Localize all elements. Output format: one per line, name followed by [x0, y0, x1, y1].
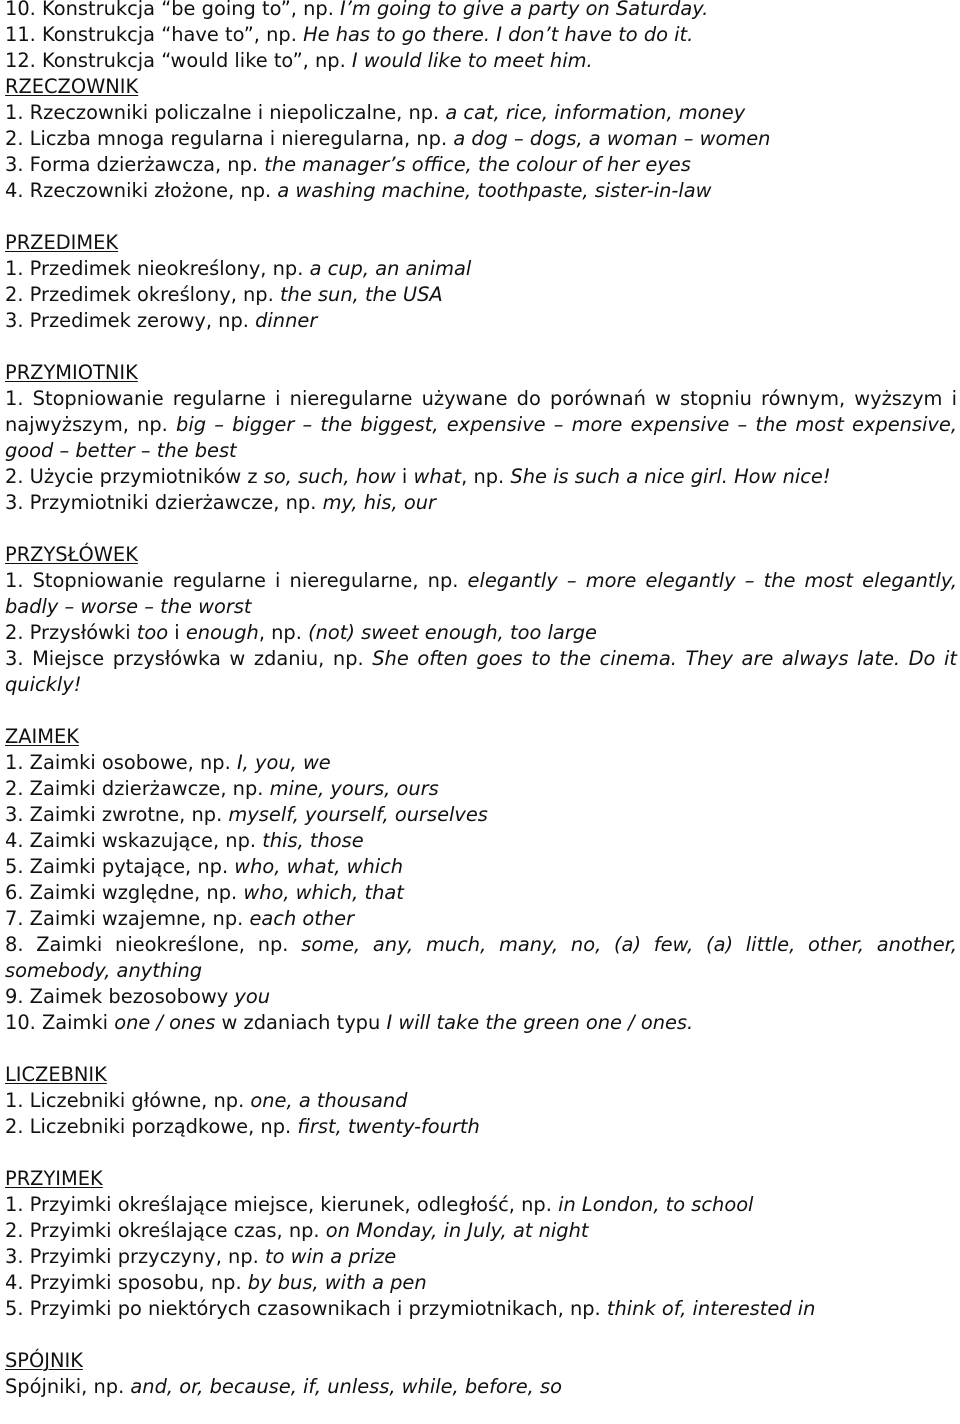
- description-text: , np.: [258, 621, 309, 644]
- list-item: [5, 646, 957, 698]
- example-text: each other: [249, 907, 355, 930]
- description-text: 5. Zaimki pytające, np.: [5, 855, 235, 878]
- example-text: I would like to meet him.: [351, 49, 593, 72]
- description-text: 1. Liczebniki główne, np.: [5, 1089, 251, 1112]
- example-text: big – bigger – the biggest, expensive – more expensive – the most expensive, good – better – the best: [5, 413, 957, 462]
- intro-item: [5, 48, 957, 74]
- description-text: 3. Przyimki przyczyny, np.: [5, 1245, 265, 1268]
- section-heading: PRZYMIOTNIK: [5, 361, 138, 384]
- section-rzeczownik: [5, 74, 957, 204]
- example-text: this, those: [262, 829, 364, 852]
- example-text: a washing machine, toothpaste, sister-in-law: [277, 179, 712, 202]
- example-text: one, a thousand: [250, 1089, 408, 1112]
- example-text: She is such a nice girl. How nice!: [510, 465, 831, 488]
- list-item: [5, 178, 957, 204]
- example-text: elegantly – more elegantly – the most elegantly, badly – worse – the worst: [5, 569, 957, 618]
- intro-list: [5, 0, 957, 74]
- example-text: you: [234, 985, 270, 1008]
- example-text: enough: [185, 621, 259, 644]
- example-text: on Monday, in July, at night: [325, 1219, 589, 1242]
- list-item: [5, 880, 957, 906]
- list-item: [5, 802, 957, 828]
- section-heading: ZAIMEK: [5, 725, 79, 748]
- description-text: 1. Rzeczowniki policzalne i niepoliczalne, np.: [5, 101, 446, 124]
- description-text: 4. Przyimki sposobu, np.: [5, 1271, 248, 1294]
- example-text: dinner: [255, 309, 318, 332]
- list-item: [5, 1192, 957, 1218]
- section-przedimek: [5, 204, 957, 334]
- description-text: 1. Stopniowanie regularne i nieregularne, np.: [5, 569, 468, 592]
- description-text: Spójniki, np.: [5, 1375, 131, 1398]
- list-item: [5, 828, 957, 854]
- section-przymiotnik: [5, 334, 957, 516]
- section-heading: PRZEDIMEK: [5, 231, 119, 254]
- example-text: some, any, much, many, no, (a) few, (a) little, other, another, somebody, anything: [5, 933, 957, 982]
- list-item: [5, 620, 957, 646]
- list-item: [5, 256, 957, 282]
- description-text: 2. Liczebniki porządkowe, np.: [5, 1115, 298, 1138]
- description-text: 9. Zaimek bezosobowy: [5, 985, 235, 1008]
- description-text: 1. Przyimki określające miejsce, kierunek, odległość, np.: [5, 1193, 559, 1216]
- document-page: [5, 0, 957, 1400]
- list-item: [5, 1088, 957, 1114]
- list-item: [5, 568, 957, 620]
- description-text: 1. Przedimek nieokreślony, np.: [5, 257, 310, 280]
- list-item: [5, 308, 957, 334]
- description-text: 2. Zaimki dzierżawcze, np.: [5, 777, 270, 800]
- description-text: 4. Rzeczowniki złożone, np.: [5, 179, 278, 202]
- description-text: 2. Przedimek określony, np.: [5, 283, 280, 306]
- description-text: 3. Forma dzierżawcza, np.: [5, 153, 265, 176]
- list-item: [5, 906, 957, 932]
- section-przyimek: [5, 1140, 957, 1322]
- section-spacer: [5, 516, 957, 542]
- description-text: 7. Zaimki wzajemne, np.: [5, 907, 250, 930]
- description-text: 8. Zaimki nieokreślone, np.: [5, 933, 302, 956]
- list-item: [5, 490, 957, 516]
- example-text: (not) sweet enough, too large: [308, 621, 597, 644]
- example-text: think of, interested in: [606, 1297, 816, 1320]
- section-heading: RZECZOWNIK: [5, 75, 139, 98]
- section-spacer: [5, 334, 957, 360]
- description-text: i: [168, 621, 186, 644]
- section-spacer: [5, 1322, 957, 1348]
- list-item: [5, 1374, 957, 1400]
- example-text: She often goes to the cinema. They are always late. Do it quickly!: [5, 647, 957, 696]
- description-text: 3. Zaimki zwrotne, np.: [5, 803, 229, 826]
- example-text: I will take the green one / ones.: [386, 1011, 694, 1034]
- description-text: 2. Użycie przymiotników z: [5, 465, 264, 488]
- list-item: [5, 1114, 957, 1140]
- description-text: 10. Konstrukcja “be going to”, np.: [5, 0, 341, 20]
- section-heading: SPÓJNIK: [5, 1349, 83, 1372]
- section-spacer: [5, 204, 957, 230]
- example-text: what: [413, 465, 462, 488]
- example-text: the manager’s office, the colour of her eyes: [264, 153, 691, 176]
- description-text: i: [395, 465, 414, 488]
- list-item: [5, 1218, 957, 1244]
- list-item: [5, 282, 957, 308]
- example-text: myself, yourself, ourselves: [228, 803, 488, 826]
- section-spacer: [5, 1036, 957, 1062]
- example-text: I, you, we: [236, 751, 331, 774]
- example-text: He has to go there. I don’t have to do it.: [303, 23, 694, 46]
- example-text: who, what, which: [234, 855, 404, 878]
- description-text: 3. Przedimek zerowy, np.: [5, 309, 256, 332]
- section-spacer: [5, 1140, 957, 1166]
- example-text: and, or, because, if, unless, while, before, so: [130, 1375, 562, 1398]
- list-item: [5, 1010, 957, 1036]
- sections-container: [5, 74, 957, 1400]
- description-text: w zdaniach typu: [215, 1011, 387, 1034]
- description-text: 3. Miejsce przysłówka w zdaniu, np.: [5, 647, 373, 670]
- example-text: a cat, rice, information, money: [445, 101, 746, 124]
- description-text: 1. Stopniowanie regularne i nieregularne używane do porównań w stopniu równym, wyższym i najwyższym, np.: [5, 387, 957, 436]
- section-liczebnik: [5, 1036, 957, 1140]
- list-item: [5, 932, 957, 984]
- example-text: by bus, with a pen: [247, 1271, 427, 1294]
- description-text: 2. Przysłówki: [5, 621, 137, 644]
- description-text: 1. Zaimki osobowe, np.: [5, 751, 237, 774]
- section-heading: LICZEBNIK: [5, 1063, 107, 1086]
- example-text: a dog – dogs, a woman – women: [453, 127, 771, 150]
- example-text: a cup, an animal: [309, 257, 472, 280]
- description-text: 10. Zaimki: [5, 1011, 115, 1034]
- example-text: first, twenty-fourth: [297, 1115, 480, 1138]
- example-text: so, such, how: [263, 465, 396, 488]
- example-text: one / ones: [114, 1011, 216, 1034]
- list-item: [5, 464, 957, 490]
- list-item: [5, 984, 957, 1010]
- description-text: 11. Konstrukcja “have to”, np.: [5, 23, 304, 46]
- example-text: in London, to school: [558, 1193, 754, 1216]
- list-item: [5, 1244, 957, 1270]
- description-text: , np.: [461, 465, 511, 488]
- example-text: mine, yours, ours: [269, 777, 439, 800]
- example-text: my, his, our: [322, 491, 436, 514]
- description-text: 4. Zaimki wskazujące, np.: [5, 829, 263, 852]
- list-item: [5, 152, 957, 178]
- section-spacer: [5, 698, 957, 724]
- list-item: [5, 100, 957, 126]
- description-text: 5. Przyimki po niektórych czasownikach i przymiotnikach, np.: [5, 1297, 607, 1320]
- example-text: too: [136, 621, 169, 644]
- example-text: the sun, the USA: [279, 283, 443, 306]
- list-item: [5, 776, 957, 802]
- description-text: 3. Przymiotniki dzierżawcze, np.: [5, 491, 323, 514]
- section-przysłówek: [5, 516, 957, 698]
- list-item: [5, 750, 957, 776]
- example-text: I’m going to give a party on Saturday.: [340, 0, 709, 20]
- description-text: 2. Liczba mnoga regularna i nieregularna, np.: [5, 127, 454, 150]
- intro-item: [5, 22, 957, 48]
- section-zaimek: [5, 698, 957, 1036]
- list-item: [5, 854, 957, 880]
- section-heading: PRZYSŁÓWEK: [5, 543, 138, 566]
- description-text: 2. Przyimki określające czas, np.: [5, 1219, 326, 1242]
- description-text: 12. Konstrukcja “would like to”, np.: [5, 49, 352, 72]
- example-text: to win a prize: [264, 1245, 397, 1268]
- intro-item: [5, 0, 957, 22]
- description-text: 6. Zaimki względne, np.: [5, 881, 244, 904]
- list-item: [5, 1270, 957, 1296]
- section-spójnik: [5, 1322, 957, 1400]
- list-item: [5, 1296, 957, 1322]
- section-heading: PRZYIMEK: [5, 1167, 103, 1190]
- list-item: [5, 126, 957, 152]
- list-item: [5, 386, 957, 464]
- example-text: who, which, that: [243, 881, 404, 904]
